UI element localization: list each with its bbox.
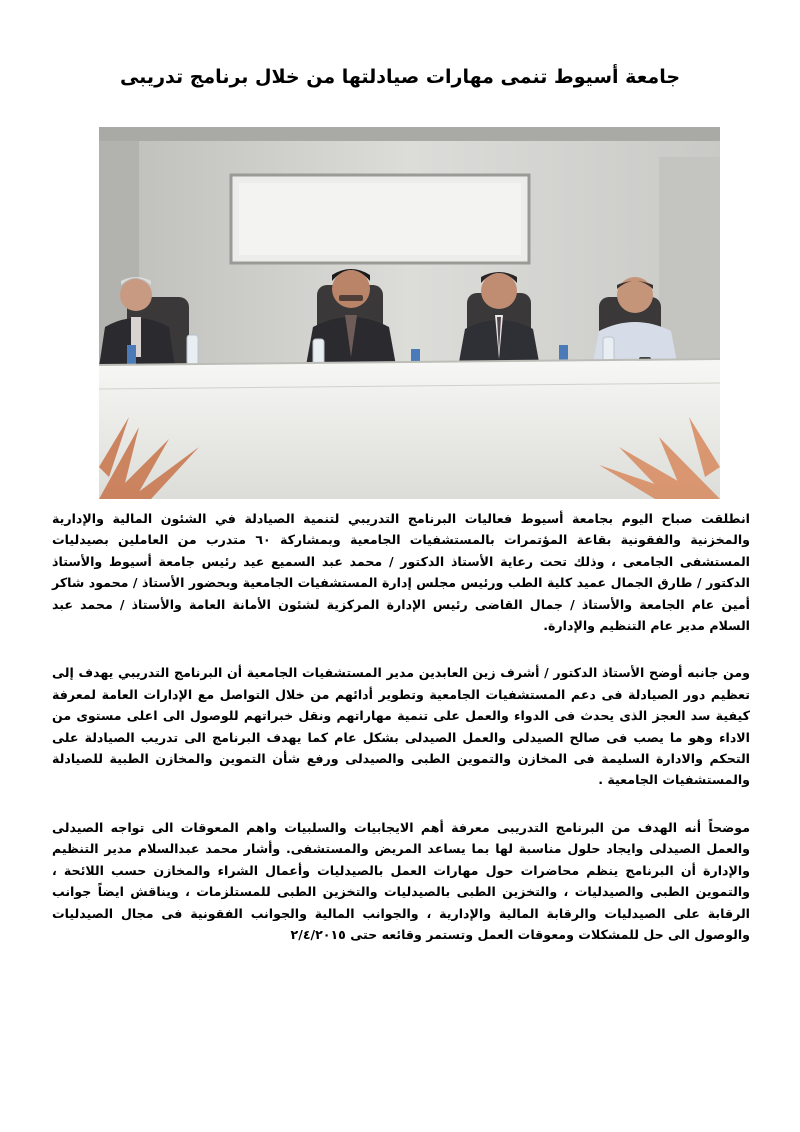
event-photo xyxy=(99,127,720,499)
paragraph-3: موضحاً أنه الهدف من البرنامج التدريبى معرفة أهم الايجابيات والسلبيات واهم المعوقات الى تواجه الصيدلى والعمل الصيدلى وايجاد حلول مناسبة لها بما يساعد المريض والمستشفى. وأشار محمد عبدالسلام مدير التنظيم والإدارة أن البرنامج ينظم محاضرات حول مهارات العمل بالصيدليات وأعمال الشراء والمخازن حسب اللائحة ، والتموين الطبى والصيدليات ، والتخزين الطبى بالصيدليات والتخزين الطبى للمستلزمات ، ويناقش ايضاً جوانب الرقابة على الصيدليات والرقابة المالية والإدارية ، والجوانب المالية والجوانب الفقونية فى مجال الصيدليات والوصول الى حل للمشكلات ومعوقات العمل وتستمر وقائعه حتى ٢/٤/٢٠١٥ xyxy=(52,819,750,942)
article-body xyxy=(52,508,750,971)
paragraph-2: ومن جانبه أوضح الأستاذ الدكتور / أشرف زين العابدين مدير المستشفيات الجامعية أن البرنامج التدريبي يهدف إلى تعظيم دور الصيادلة فى دعم المستشفيات الجامعية وتطوير أدائهم من خلال التواصل مع الإدارات العامة لمعرفة كيفية سد العجز الذى يحدث فى الدواء والعمل على تنمية مهاراتهم ونقل خبراتهم للوصول الى اعلى مستوى من الاداء وهو ما يصب فى صالح الصيدلى والعمل الصيدلى بشكل عام كما يهدف البرنامج الى تدريب الصيادلة على التحكم والادارة السليمة فى المخازن والتموين الطبى والصيدلى ورفع شأن التموين والمخازن الطبية للصيادلة والمستشفيات الجامعية . xyxy=(52,665,750,788)
article-title: جامعة أسيوط تنمى مهارات صيادلتها من خلال برنامج تدريبى xyxy=(119,66,681,88)
paragraph-1: انطلقت صباح اليوم بجامعة أسيوط فعاليات البرنامج التدريبي لتنمية الصيادلة في الشئون المالية والإدارية والمخزنية والفقونية بقاعة المؤتمرات بالمستشفيات الجامعية وبمشاركة ٦٠ متدرب من العاملين بصيدليات المستشفى الجامعى ، وذلك تحت رعاية الأستاذ الدكتور / محمد عبد السميع عيد رئيس جامعة أسيوط والأستاذ الدكتور / طارق الجمال عميد كلية الطب ورئيس مجلس إدارة المستشفيات الجامعية وبحضور الأستاذ / محمود شاكر أمين عام الجامعة والأستاذ / جمال القاضى رئيس الإدارة المركزية لشئون الأمانة العامة والأستاذ / محمد عبد السلام مدير عام التنظيم والإدارة. xyxy=(52,511,750,634)
